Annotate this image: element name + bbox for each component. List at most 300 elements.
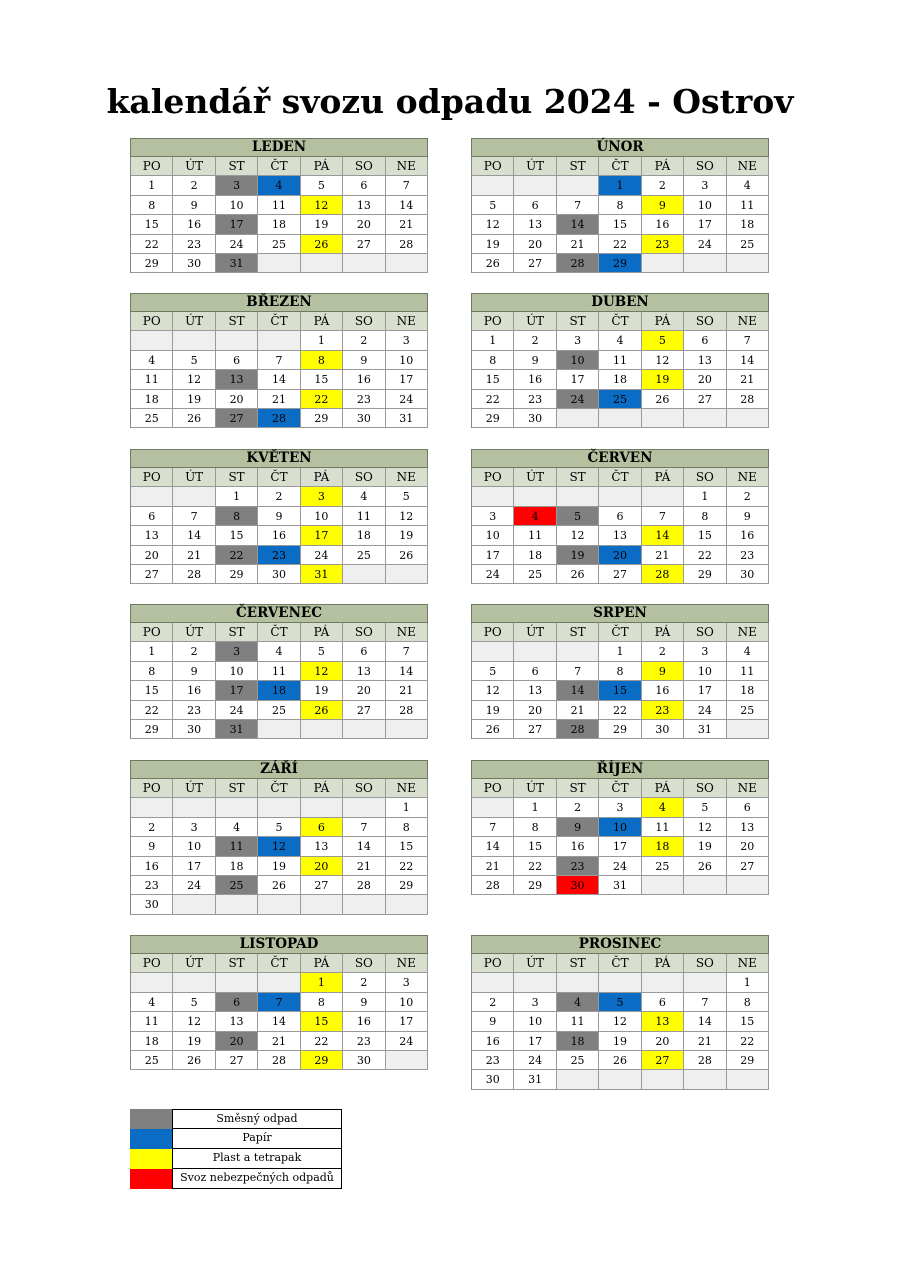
empty-cell [131,798,173,817]
empty-cell [216,973,258,992]
day-cell: 23 [642,701,684,720]
weekday-header: SO [684,312,726,331]
weekday-header: ÚT [514,468,556,487]
weekday-header: ST [557,779,599,798]
weekday-header: ÚT [514,779,556,798]
day-cell: 7 [557,196,599,215]
empty-cell [557,642,599,661]
day-cell: 30 [343,1051,385,1070]
day-cell: 4 [258,176,300,195]
day-cell: 13 [514,681,556,700]
weekday-header: PÁ [301,312,343,331]
day-cell: 8 [684,507,726,526]
day-cell: 7 [343,818,385,837]
day-cell: 6 [216,351,258,370]
day-cell: 21 [258,1032,300,1051]
empty-cell [727,720,769,739]
day-cell: 19 [173,1032,215,1051]
day-cell: 30 [173,720,215,739]
month-6 [471,449,769,584]
day-cell: 1 [301,973,343,992]
day-cell: 22 [599,235,641,254]
day-cell: 27 [343,235,385,254]
day-cell: 1 [131,642,173,661]
day-cell: 26 [557,565,599,584]
month-days-grid [130,312,428,428]
day-cell: 10 [216,196,258,215]
day-cell: 19 [684,837,726,856]
day-cell: 14 [472,837,514,856]
month-days-grid [471,157,769,273]
day-cell: 26 [599,1051,641,1070]
day-cell: 15 [514,837,556,856]
day-cell: 11 [514,526,556,545]
day-cell: 24 [684,235,726,254]
day-cell: 6 [514,662,556,681]
day-cell: 16 [343,370,385,389]
weekday-header: PO [131,779,173,798]
day-cell: 19 [599,1032,641,1051]
day-cell: 19 [301,681,343,700]
day-cell: 1 [131,176,173,195]
weekday-header: NE [727,468,769,487]
day-cell: 12 [173,1012,215,1031]
day-cell: 31 [216,254,258,273]
day-cell: 10 [472,526,514,545]
day-cell: 28 [386,235,428,254]
day-cell: 19 [301,215,343,234]
day-cell: 25 [258,235,300,254]
day-cell: 19 [642,370,684,389]
day-cell: 28 [258,409,300,428]
month-1 [130,138,428,273]
day-cell: 27 [514,254,556,273]
month-5 [130,449,428,584]
weekday-header: ST [216,623,258,642]
day-cell: 18 [343,526,385,545]
day-cell: 30 [642,720,684,739]
month-days-grid [471,779,769,895]
day-cell: 22 [472,390,514,409]
day-cell: 1 [599,176,641,195]
day-cell: 13 [343,662,385,681]
day-cell: 30 [258,565,300,584]
day-cell: 2 [258,487,300,506]
day-cell: 29 [386,876,428,895]
day-cell: 18 [557,1032,599,1051]
day-cell: 22 [216,546,258,565]
day-cell: 5 [472,662,514,681]
day-cell: 30 [472,1070,514,1089]
month-days-grid [130,779,428,915]
month-name: ÚNOR [471,138,769,157]
day-cell: 21 [727,370,769,389]
day-cell: 7 [557,662,599,681]
day-cell: 20 [216,390,258,409]
day-cell: 4 [258,642,300,661]
weekday-header: SO [684,157,726,176]
weekday-header: ÚT [173,157,215,176]
month-7 [130,604,428,739]
day-cell: 2 [173,176,215,195]
weekday-header: PO [472,312,514,331]
empty-cell [131,331,173,350]
weekday-header: ČT [258,623,300,642]
day-cell: 31 [386,409,428,428]
day-cell: 12 [173,370,215,389]
empty-cell [386,565,428,584]
day-cell: 2 [514,331,556,350]
day-cell: 20 [599,546,641,565]
weekday-header: NE [386,779,428,798]
day-cell: 28 [684,1051,726,1070]
empty-cell [258,720,300,739]
day-cell: 11 [727,662,769,681]
day-cell: 25 [131,1051,173,1070]
day-cell: 9 [642,196,684,215]
day-cell: 4 [599,331,641,350]
day-cell: 9 [173,196,215,215]
day-cell: 4 [131,993,173,1012]
empty-cell [684,1070,726,1089]
day-cell: 5 [173,351,215,370]
day-cell: 26 [472,254,514,273]
day-cell: 7 [386,642,428,661]
day-cell: 10 [557,351,599,370]
day-cell: 31 [684,720,726,739]
weekday-header: ÚT [514,312,556,331]
day-cell: 14 [684,1012,726,1031]
month-name: ZÁŘÍ [130,760,428,779]
weekday-header: ST [216,312,258,331]
day-cell: 23 [343,1032,385,1051]
day-cell: 14 [642,526,684,545]
day-cell: 28 [727,390,769,409]
day-cell: 17 [216,681,258,700]
empty-cell [386,254,428,273]
empty-cell [386,895,428,914]
weekday-header: SO [684,779,726,798]
day-cell: 5 [557,507,599,526]
empty-cell [173,895,215,914]
weekday-header: ÚT [173,954,215,973]
day-cell: 19 [173,390,215,409]
day-cell: 24 [386,390,428,409]
day-cell: 5 [386,487,428,506]
day-cell: 17 [557,370,599,389]
day-cell: 7 [258,993,300,1012]
empty-cell [173,487,215,506]
day-cell: 29 [131,720,173,739]
weekday-header: PO [131,954,173,973]
weekday-header: NE [727,954,769,973]
empty-cell [258,331,300,350]
day-cell: 18 [131,1032,173,1051]
day-cell: 31 [216,720,258,739]
day-cell: 5 [599,993,641,1012]
day-cell: 13 [514,215,556,234]
weekday-header: ST [216,157,258,176]
weekday-header: PO [472,623,514,642]
weekday-header: NE [727,779,769,798]
day-cell: 14 [557,681,599,700]
day-cell: 18 [131,390,173,409]
day-cell: 9 [173,662,215,681]
day-cell: 14 [343,837,385,856]
day-cell: 12 [301,196,343,215]
day-cell: 19 [557,546,599,565]
empty-cell [684,254,726,273]
day-cell: 16 [173,215,215,234]
day-cell: 9 [642,662,684,681]
weekday-header: ČT [258,779,300,798]
day-cell: 24 [472,565,514,584]
day-cell: 7 [472,818,514,837]
day-cell: 5 [684,798,726,817]
weekday-header: SO [684,468,726,487]
day-cell: 6 [514,196,556,215]
weekday-header: NE [386,157,428,176]
day-cell: 10 [301,507,343,526]
day-cell: 25 [642,857,684,876]
day-cell: 6 [727,798,769,817]
day-cell: 25 [599,390,641,409]
day-cell: 20 [642,1032,684,1051]
day-cell: 23 [727,546,769,565]
day-cell: 23 [472,1051,514,1070]
empty-cell [642,409,684,428]
empty-cell [557,409,599,428]
day-cell: 6 [301,818,343,837]
day-cell: 13 [131,526,173,545]
day-cell: 5 [173,993,215,1012]
day-cell: 21 [173,546,215,565]
day-cell: 1 [684,487,726,506]
day-cell: 29 [684,565,726,584]
day-cell: 25 [131,409,173,428]
day-cell: 21 [557,235,599,254]
empty-cell [386,720,428,739]
day-cell: 31 [599,876,641,895]
day-cell: 8 [472,351,514,370]
day-cell: 23 [557,857,599,876]
day-cell: 26 [301,701,343,720]
day-cell: 2 [642,642,684,661]
day-cell: 21 [472,857,514,876]
empty-cell [131,973,173,992]
day-cell: 24 [173,876,215,895]
day-cell: 4 [557,993,599,1012]
month-days-grid [471,312,769,428]
month-name: LEDEN [130,138,428,157]
empty-cell [557,176,599,195]
weekday-header: NE [386,623,428,642]
day-cell: 22 [727,1032,769,1051]
day-cell: 21 [386,215,428,234]
day-cell: 25 [727,235,769,254]
legend-label: Směsný odpad [172,1109,342,1129]
day-cell: 20 [514,701,556,720]
day-cell: 5 [301,176,343,195]
month-days-grid [471,623,769,739]
day-cell: 27 [727,857,769,876]
day-cell: 30 [727,565,769,584]
month-name: PROSINEC [471,935,769,954]
weekday-header: ČT [599,312,641,331]
day-cell: 15 [599,681,641,700]
empty-cell [727,876,769,895]
weekday-header: NE [727,623,769,642]
weekday-header: ČT [258,468,300,487]
day-cell: 20 [514,235,556,254]
empty-cell [131,487,173,506]
day-cell: 24 [514,1051,556,1070]
weekday-header: PÁ [301,623,343,642]
day-cell: 20 [343,681,385,700]
day-cell: 3 [684,642,726,661]
day-cell: 8 [301,993,343,1012]
day-cell: 29 [514,876,556,895]
day-cell: 10 [386,993,428,1012]
day-cell: 14 [258,1012,300,1031]
month-name: DUBEN [471,293,769,312]
day-cell: 15 [131,215,173,234]
day-cell: 30 [514,409,556,428]
day-cell: 7 [258,351,300,370]
day-cell: 24 [216,235,258,254]
weekday-header: PO [472,779,514,798]
day-cell: 18 [727,215,769,234]
day-cell: 20 [301,857,343,876]
empty-cell [599,973,641,992]
day-cell: 4 [514,507,556,526]
empty-cell [514,642,556,661]
day-cell: 9 [514,351,556,370]
day-cell: 6 [642,993,684,1012]
day-cell: 6 [684,331,726,350]
day-cell: 26 [173,1051,215,1070]
day-cell: 2 [557,798,599,817]
weekday-header: PÁ [642,779,684,798]
month-days-grid [130,623,428,739]
day-cell: 28 [173,565,215,584]
weekday-header: PÁ [301,157,343,176]
day-cell: 12 [557,526,599,545]
weekday-header: ÚT [514,157,556,176]
month-days-grid [130,954,428,1070]
weekday-header: SO [343,779,385,798]
day-cell: 13 [642,1012,684,1031]
day-cell: 30 [557,876,599,895]
weekday-header: ST [216,468,258,487]
day-cell: 22 [684,546,726,565]
day-cell: 11 [727,196,769,215]
month-days-grid [471,954,769,1090]
day-cell: 3 [472,507,514,526]
day-cell: 16 [642,681,684,700]
day-cell: 24 [216,701,258,720]
day-cell: 8 [131,662,173,681]
day-cell: 4 [216,818,258,837]
empty-cell [173,973,215,992]
empty-cell [727,254,769,273]
empty-cell [301,895,343,914]
empty-cell [386,1051,428,1070]
day-cell: 10 [599,818,641,837]
month-name: ČERVENEC [130,604,428,623]
weekday-header: ČT [599,623,641,642]
day-cell: 3 [684,176,726,195]
month-name: ČERVEN [471,449,769,468]
weekday-header: PÁ [301,779,343,798]
day-cell: 3 [301,487,343,506]
day-cell: 24 [599,857,641,876]
empty-cell [599,1070,641,1089]
day-cell: 6 [216,993,258,1012]
day-cell: 29 [216,565,258,584]
legend-swatch-gray [130,1109,172,1129]
day-cell: 13 [599,526,641,545]
legend-label: Papír [172,1129,342,1149]
empty-cell [514,973,556,992]
weekday-header: NE [386,468,428,487]
day-cell: 13 [684,351,726,370]
day-cell: 20 [343,215,385,234]
weekday-header: PÁ [642,954,684,973]
day-cell: 1 [599,642,641,661]
empty-cell [642,254,684,273]
weekday-header: PO [472,468,514,487]
month-10 [471,760,769,895]
day-cell: 16 [343,1012,385,1031]
weekday-header: ST [557,468,599,487]
day-cell: 1 [386,798,428,817]
day-cell: 10 [386,351,428,370]
day-cell: 1 [301,331,343,350]
day-cell: 22 [301,390,343,409]
empty-cell [642,973,684,992]
day-cell: 8 [599,662,641,681]
day-cell: 2 [173,642,215,661]
empty-cell [557,973,599,992]
month-12 [471,935,769,1090]
empty-cell [301,798,343,817]
day-cell: 14 [386,196,428,215]
empty-cell [258,798,300,817]
day-cell: 5 [472,196,514,215]
month-8 [471,604,769,739]
day-cell: 17 [386,1012,428,1031]
weekday-header: ÚT [514,623,556,642]
day-cell: 27 [301,876,343,895]
day-cell: 20 [131,546,173,565]
day-cell: 3 [216,176,258,195]
day-cell: 23 [173,235,215,254]
month-9 [130,760,428,915]
day-cell: 6 [599,507,641,526]
day-cell: 16 [727,526,769,545]
day-cell: 1 [727,973,769,992]
day-cell: 18 [599,370,641,389]
day-cell: 12 [642,351,684,370]
day-cell: 4 [727,176,769,195]
weekday-header: PÁ [301,954,343,973]
day-cell: 26 [472,720,514,739]
day-cell: 6 [131,507,173,526]
day-cell: 7 [684,993,726,1012]
day-cell: 8 [131,196,173,215]
day-cell: 11 [131,370,173,389]
